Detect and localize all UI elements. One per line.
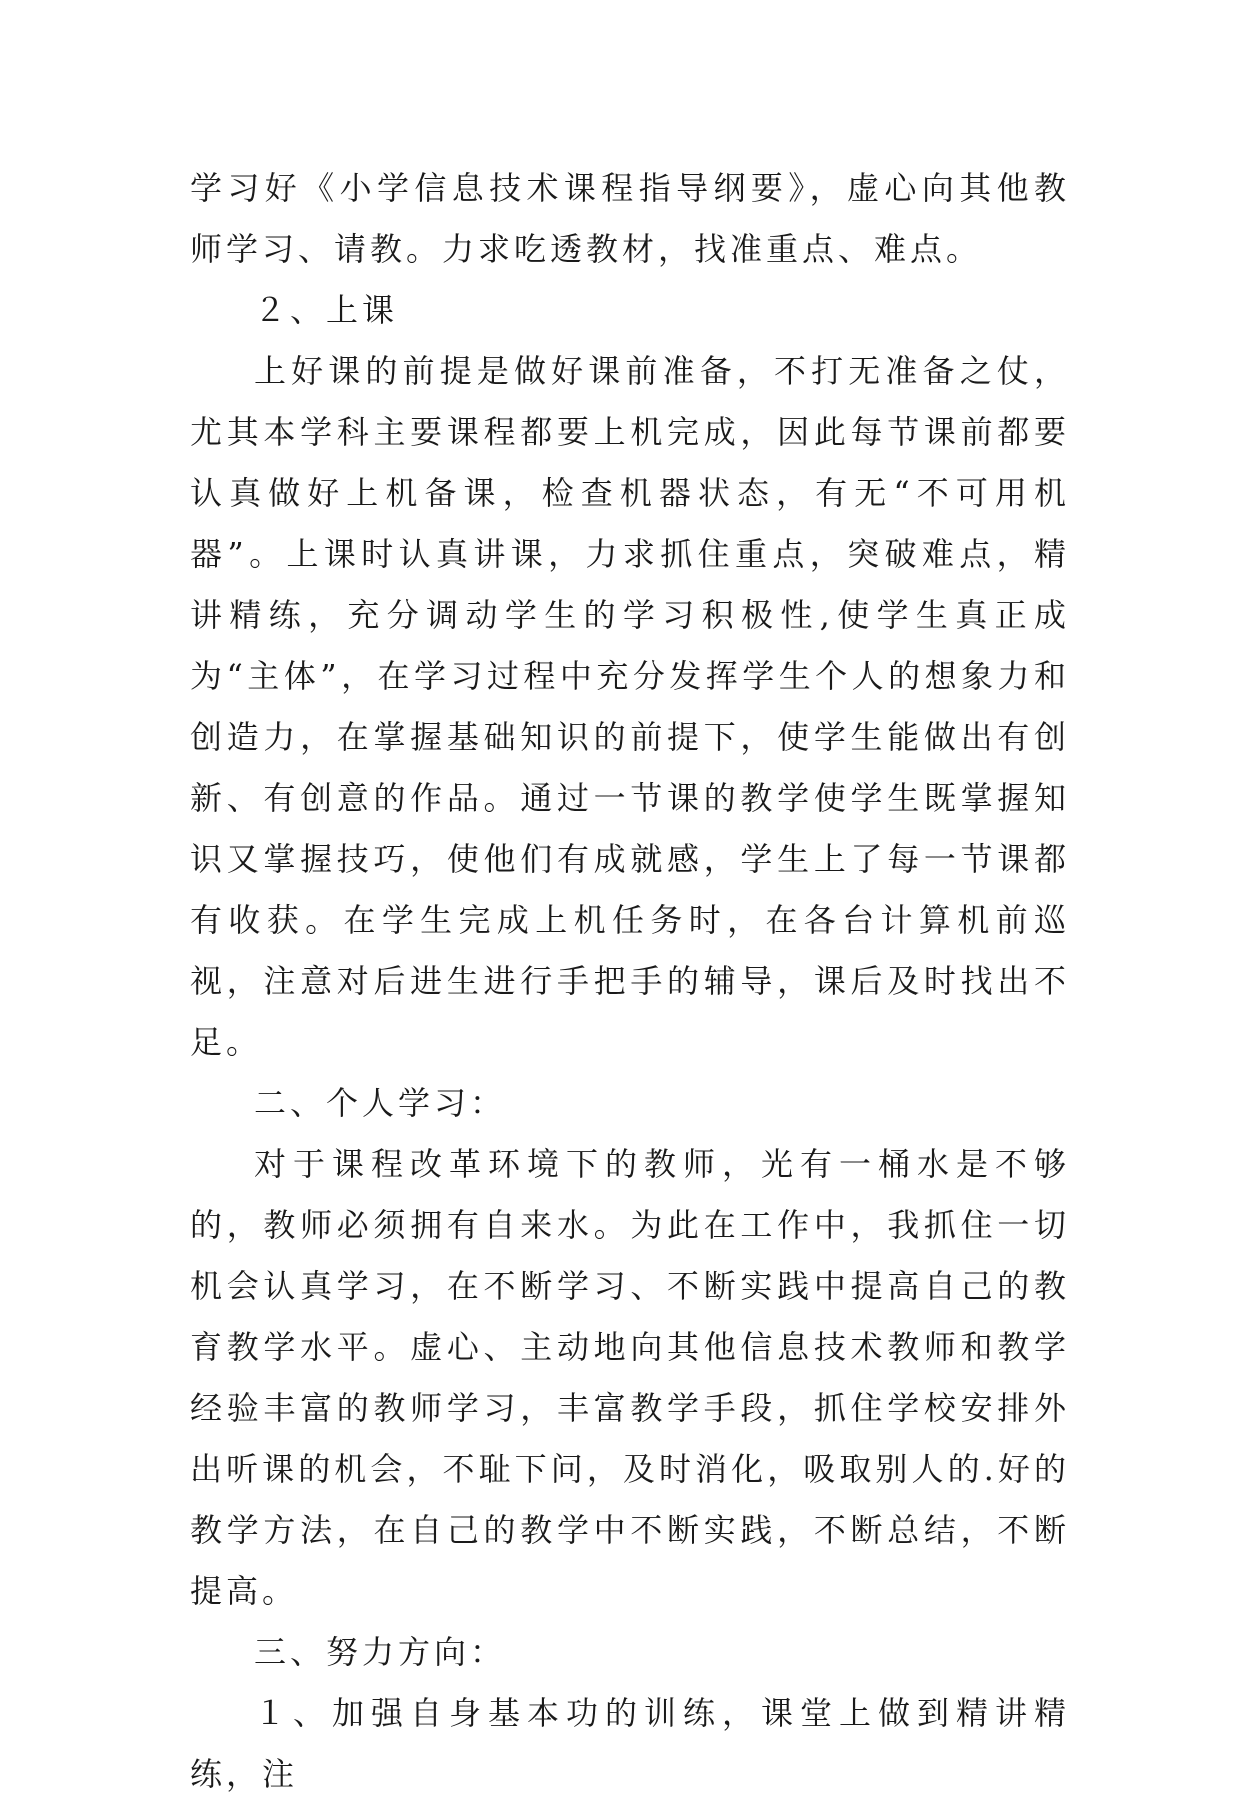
effort-item-1: １、加强自身基本功的训练，课堂上做到精讲精练，注	[190, 1694, 1070, 1793]
heading-personal-study: 二、个人学习：	[254, 1084, 507, 1122]
continuation-paragraph: 学习好《小学信息技术课程指导纲要》，虚心向其他教师学习、请教。力求吃透教材，找准重点、难点。	[190, 169, 1070, 268]
heading-shangke: ２、上课	[254, 291, 399, 329]
personal-study-paragraph: 对于课程改革环境下的教师，光有一桶水是不够的，教师必须拥有自来水。为此在工作中，我抓住一切机会认真学习，在不断学习、不断实践中提高自己的教育教学水平。虚心、主动地向其他信息技术教师和教学经验丰富的教师学习，丰富教学手段，抓住学校安排外出听课的机会，不耻下问，及时消化，吸取别人的.好的教学方法，在自己的教学中不断实践，不断总结，不断提高。	[190, 1145, 1070, 1610]
document-body	[190, 158, 1070, 1805]
heading-effort-direction: 三、努力方向：	[254, 1633, 507, 1671]
shangke-paragraph: 上好课的前提是做好课前准备，不打无准备之仗，尤其本学科主要课程都要上机完成，因此每节课前都要认真做好上机备课，检查机器状态，有无“不可用机器”。上课时认真讲课，力求抓住重点，突破难点，精讲精练，充分调动学生的学习积极性,使学生真正成为“主体”，在学习过程中充分发挥学生个人的想象力和创造力，在掌握基础知识的前提下，使学生能做出有创新、有创意的作品。通过一节课的教学使学生既掌握知识又掌握技巧，使他们有成就感，学生上了每一节课都有收获。在学生完成上机任务时，在各台计算机前巡视，注意对后进生进行手把手的辅导，课后及时找出不足。	[190, 352, 1070, 1061]
